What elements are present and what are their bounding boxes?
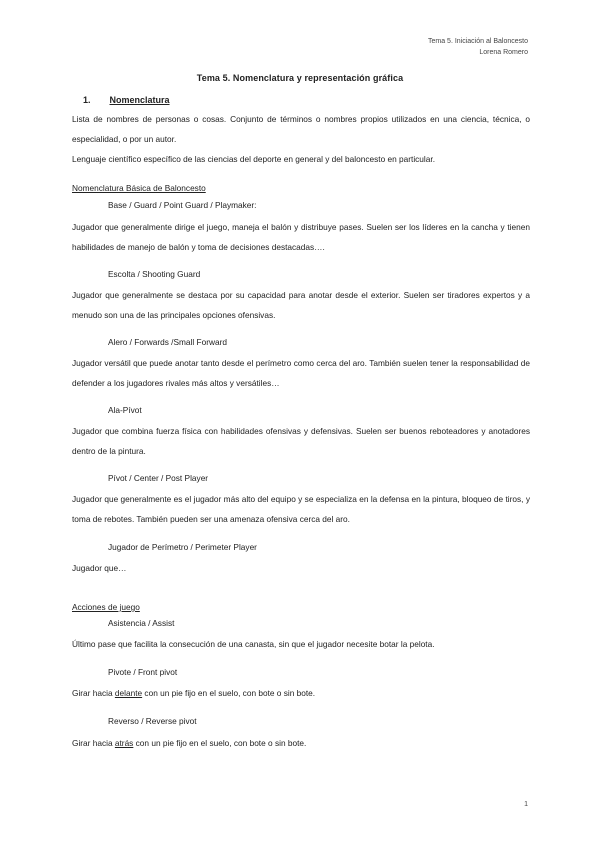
- position-desc-ala-pivot: Jugador que combina fuerza física con habilidades ofensivas y defensivas. Suelen ser buenos reboteadores y anotadores dentro de la pintura.: [72, 426, 530, 456]
- section-number: 1.: [83, 95, 91, 105]
- action-title-reverse-pivot: Reverso / Reverse pivot: [108, 716, 197, 726]
- action-desc-reverse-pivot: [72, 733, 530, 753]
- position-desc-alero: Jugador versátil que puede anotar tanto desde el perímetro como cerca del aro. También suelen tener la responsabilidad de defender a los jugadores rivales más altos y versátiles…: [72, 358, 530, 388]
- action-title-front-pivot: Pivote / Front pivot: [108, 667, 178, 677]
- basic-nomenclature-heading: Nomenclatura Básica de Baloncesto: [72, 183, 206, 193]
- position-title-pivot: Pívot / Center / Post Player: [108, 473, 209, 483]
- game-actions-heading: Acciones de juego: [72, 602, 140, 612]
- position-desc-escolta: Jugador que generalmente se destaca por su capacidad para anotar desde el exterior. Suelen ser tiradores expertos y a menudo son una de las principales opciones ofensivas.: [72, 290, 530, 320]
- reverse-pivot-emphasis: atrás: [114, 738, 134, 748]
- position-title-alero: Alero / Forwards /Small Forward: [108, 337, 227, 347]
- page-header: [428, 36, 528, 58]
- section-label: Nomenclatura: [109, 95, 170, 105]
- position-title-escolta: Escolta / Shooting Guard: [108, 269, 201, 279]
- front-pivot-emphasis: delante: [114, 688, 143, 698]
- section-heading-nomenclatura: [83, 95, 170, 105]
- front-pivot-text-pre: Girar hacia: [72, 688, 115, 698]
- page-number: 1: [524, 801, 528, 808]
- reverse-pivot-text-pre: Girar hacia: [72, 738, 115, 748]
- header-author: Lorena Romero: [479, 49, 528, 56]
- position-desc-pivot: Jugador que generalmente es el jugador más alto del equipo y se especializa en la defensa en la pintura, bloqueo de tiros, y toma de rebotes. También pueden ser una amenaza ofensiva cerca del aro.: [72, 494, 530, 524]
- action-desc-front-pivot: [72, 683, 530, 703]
- position-title-perimeter: Jugador de Perímetro / Perimeter Player: [108, 542, 257, 552]
- definition-paragraph: Lista de nombres de personas o cosas. Conjunto de términos o nombres propios utilizados en una ciencia, técnica, o especialidad, o por un autor.: [72, 114, 530, 144]
- position-desc-perimeter: Jugador que…: [72, 563, 127, 573]
- front-pivot-text-post: con un pie fijo en el suelo, con bote o sin bote.: [142, 688, 316, 698]
- position-title-base: Base / Guard / Point Guard / Playmaker:: [108, 200, 257, 210]
- action-desc-assist: Último pase que facilita la consecución de una canasta, sin que el jugador necesite botar la pelota.: [72, 639, 435, 649]
- action-title-assist: Asistencia / Assist: [108, 618, 175, 628]
- position-title-ala-pivot: Ala-Pívot: [108, 405, 142, 415]
- header-course: Tema 5. Iniciación al Baloncesto: [428, 38, 528, 45]
- definition-paragraph-2: Lenguaje científico específico de las ciencias del deporte en general y del baloncesto en particular.: [72, 154, 435, 164]
- position-desc-base: Jugador que generalmente dirige el juego, maneja el balón y distribuye pases. Suelen ser los líderes en la cancha y tienen habilidades de manejo de balón y toma de decisiones destacadas….: [72, 222, 530, 252]
- reverse-pivot-text-post: con un pie fijo en el suelo, con bote o sin bote.: [133, 738, 307, 748]
- document-title: Tema 5. Nomenclatura y representación gráfica: [196, 73, 404, 83]
